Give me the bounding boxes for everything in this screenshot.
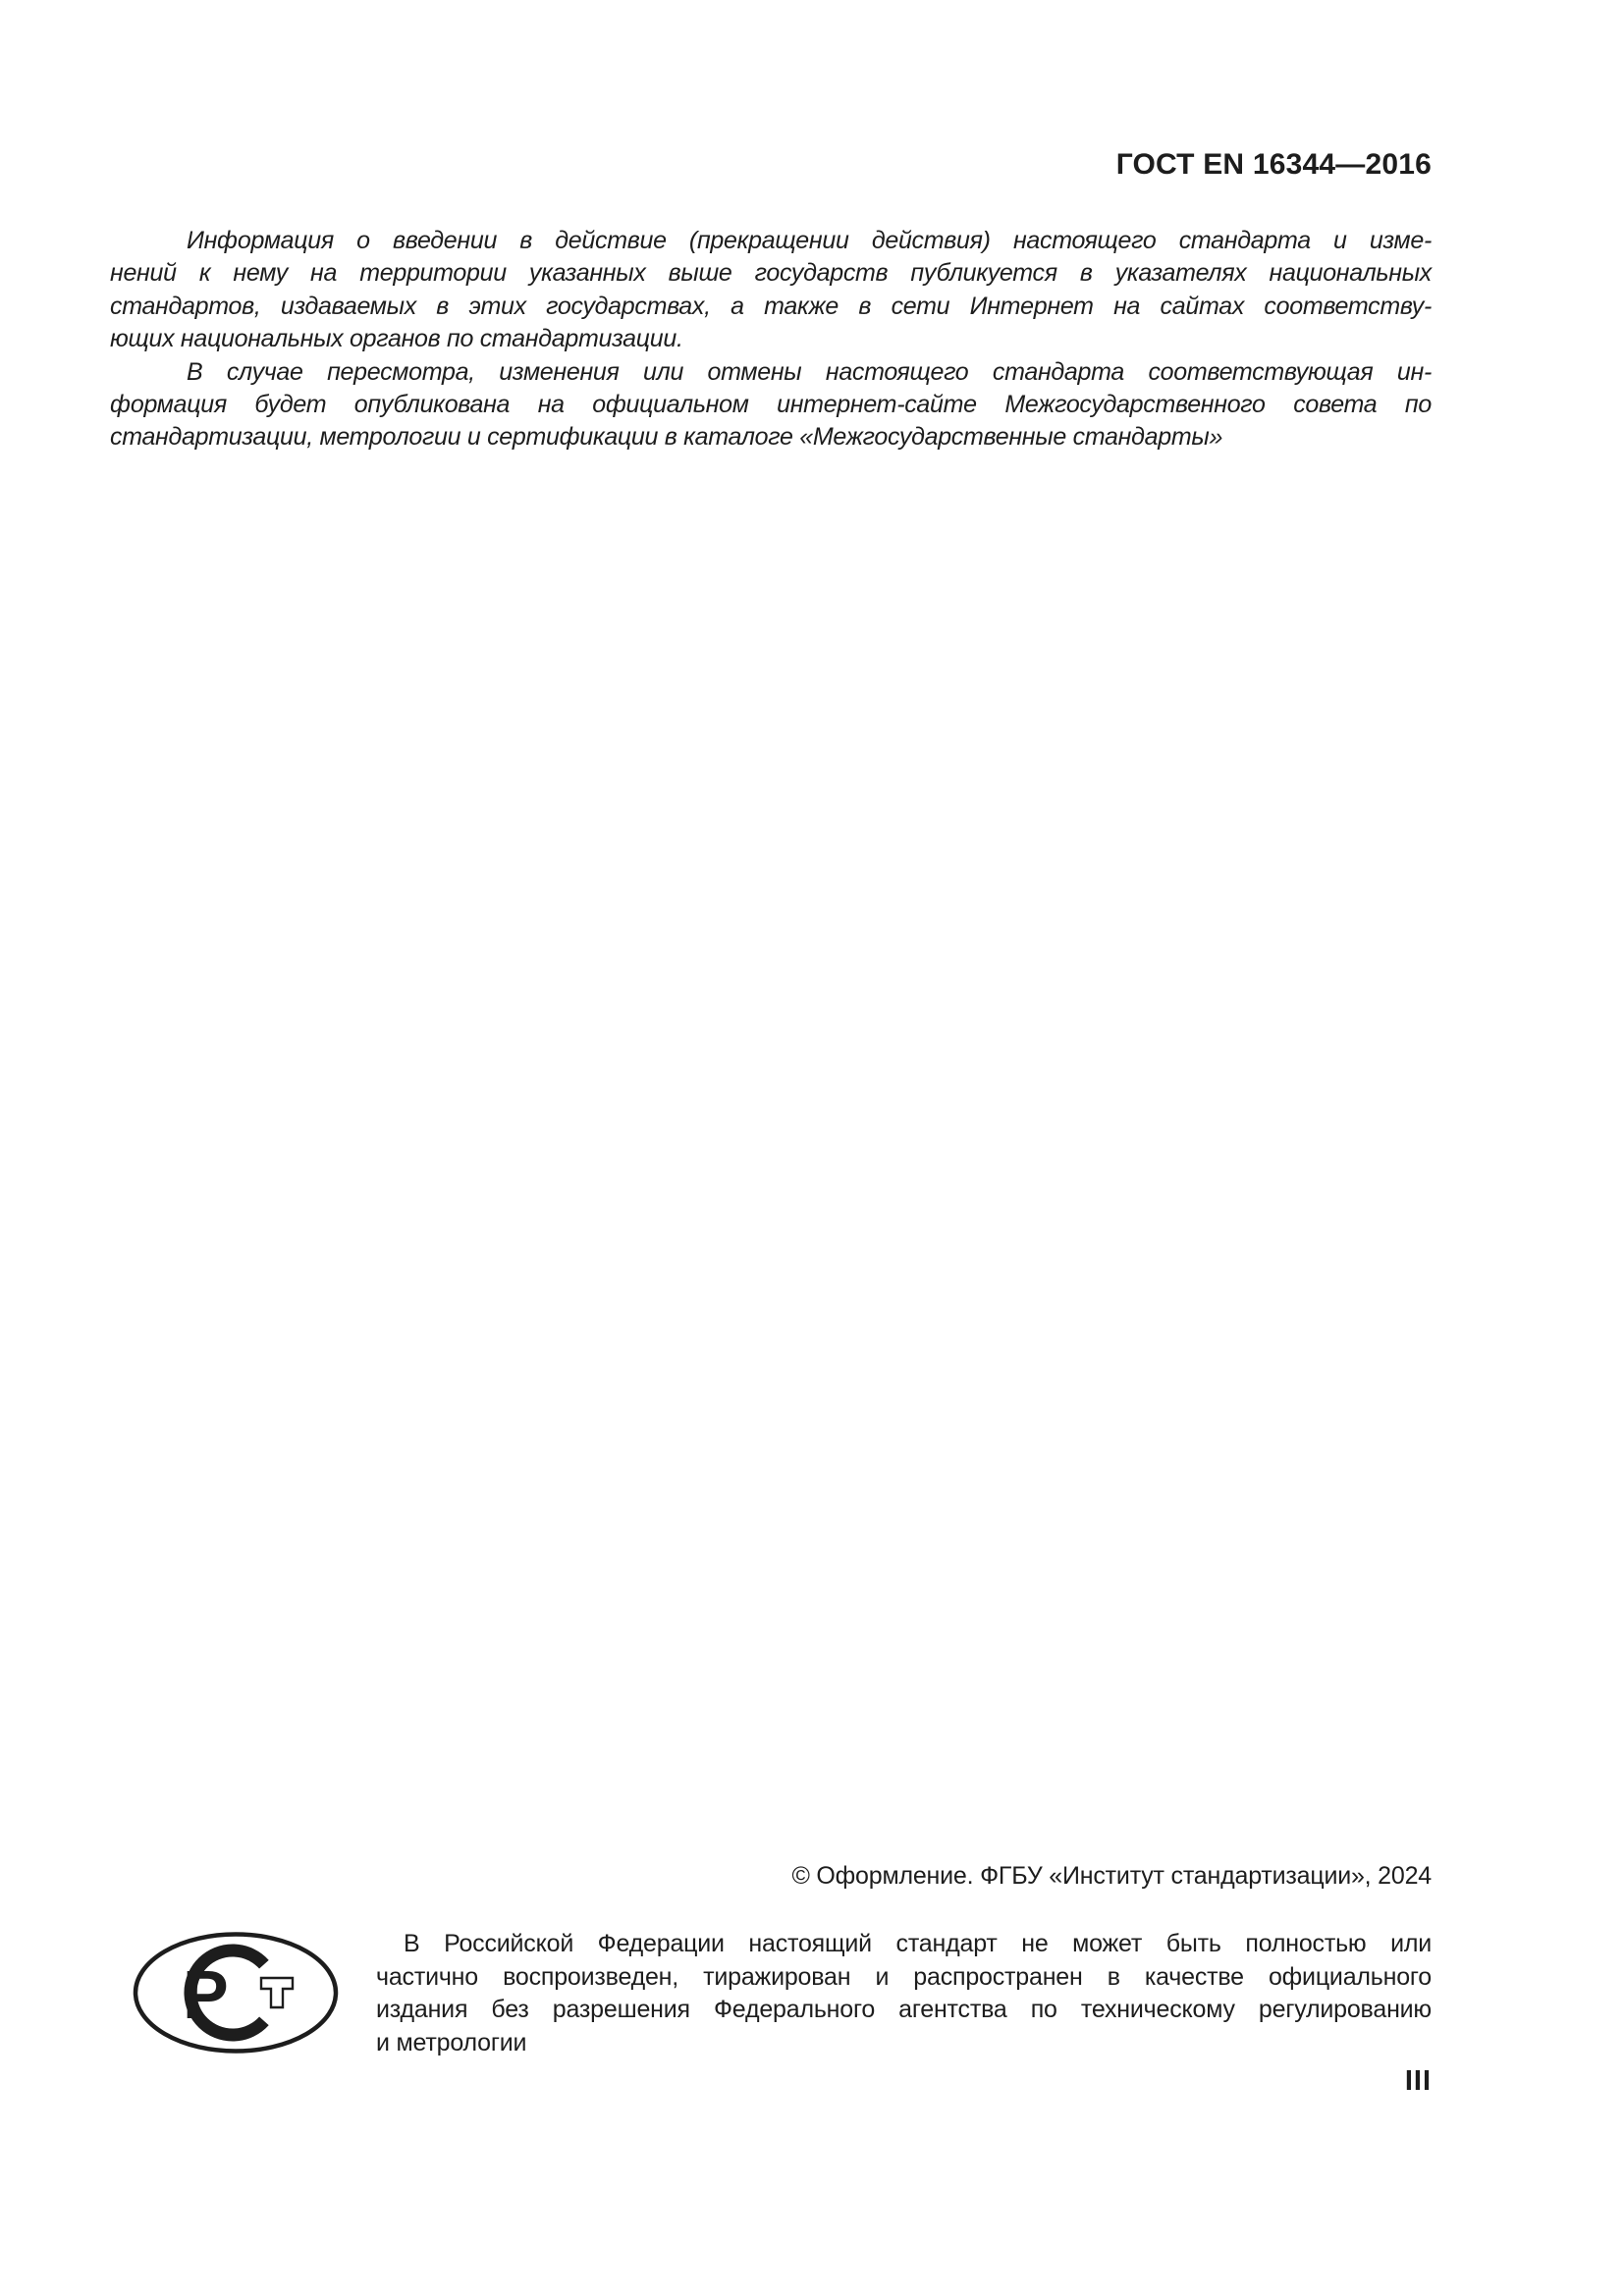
intro-italic-block — [110, 225, 1432, 454]
text-line: издания без разрешения Федерального агентства по техническому регулированию — [376, 1996, 1432, 2023]
logo-letter-p: Р — [183, 1956, 229, 2033]
copyright-line: © Оформление. ФГБУ «Институт стандартизации», 2024 — [791, 1862, 1432, 1890]
text-line: В Российской Федерации настоящий стандарт не может быть полностью или — [404, 1930, 1432, 1957]
page-number: III — [1404, 2065, 1432, 2097]
text-line: нений к нему на территории указанных выше государств публикуется в указателях национальных — [110, 259, 1432, 288]
text-line: стандартизации, метрологии и сертификации в каталоге «Межгосударственные стандарты» — [110, 423, 1223, 452]
text-line: ющих национальных органов по стандартизации. — [110, 325, 683, 353]
text-line: частично воспроизведен, тиражирован и распространен в качестве официального — [376, 1962, 1432, 1991]
document-code-header: ГОСТ EN 16344—2016 — [1115, 148, 1432, 181]
rst-certification-logo-icon — [131, 1930, 341, 2057]
text-line: формация будет опубликована на официальном интернет-сайте Межгосударственного совета по — [110, 391, 1432, 419]
text-line: В случае пересмотра, изменения или отмены настоящего стандарта соответствующая ин- — [187, 357, 1432, 386]
text-line: стандартов, издаваемых в этих государствах, а также в сети Интернет на сайтах соответству- — [110, 292, 1432, 320]
reproduction-restriction-block — [376, 1928, 1432, 2059]
logo-letter-t-icon — [261, 1978, 293, 2007]
text-line: и метрологии — [376, 2028, 527, 2056]
text-line: Информация о введении в действие (прекращении действия) настоящего стандарта и изме- — [187, 227, 1432, 254]
